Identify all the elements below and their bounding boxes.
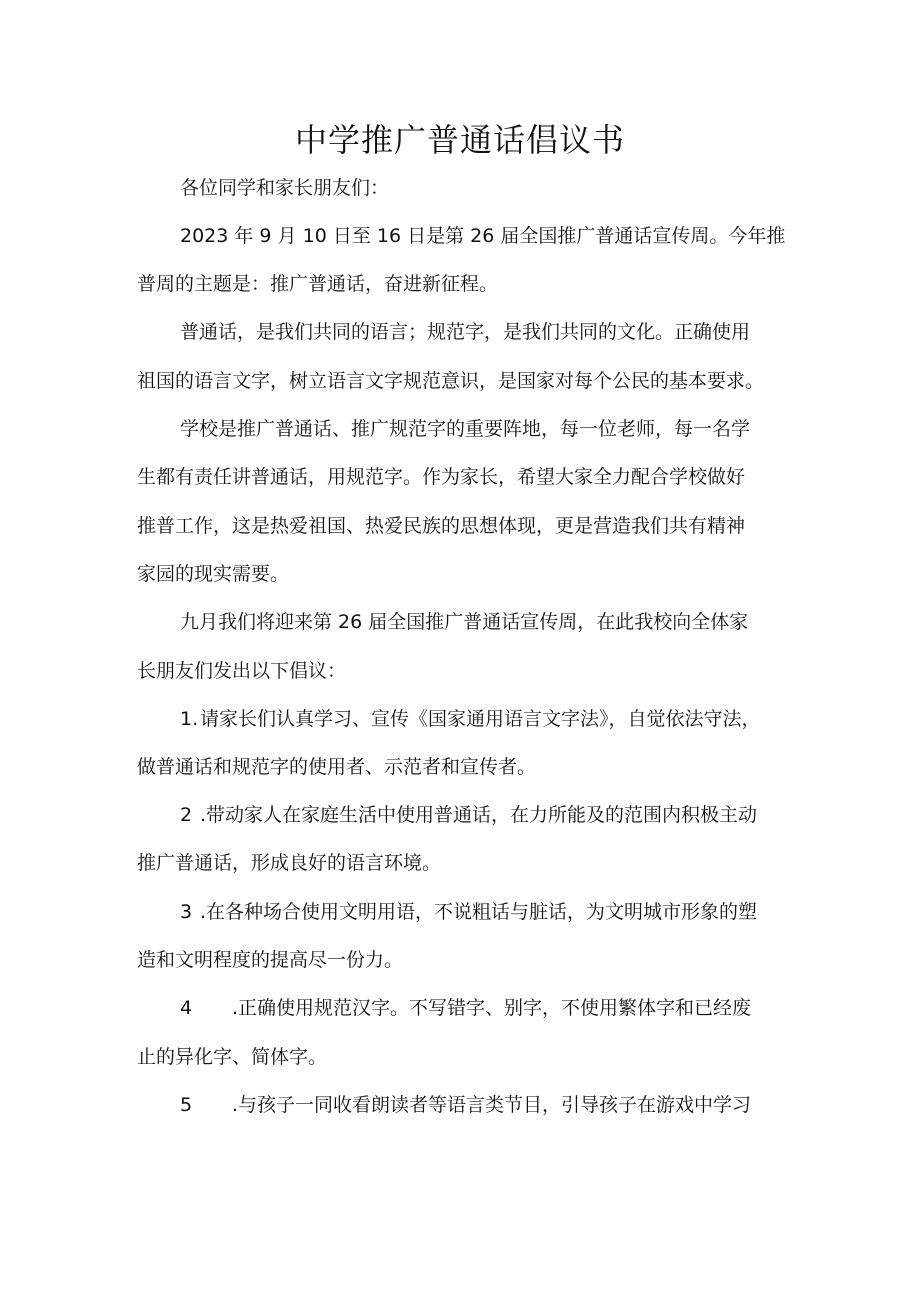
para1-line1: 2023 年 9 月 10 日至 16 日是第 26 届全国推广普通话宣传周。今年推 — [180, 225, 786, 247]
item-1-number: 1. — [180, 708, 199, 730]
item-4-number: 4 — [180, 997, 193, 1019]
para1-line2: 普周的主题是：推广普通话，奋进新征程。 — [137, 273, 499, 295]
item-3-line2: 造和文明程度的提高尽一份力。 — [137, 949, 404, 971]
item-2-line1: .带动家人在家庭生活中使用普通话，在力所能及的范围内积极主动 — [200, 804, 758, 826]
item-2-number: 2 — [180, 804, 193, 826]
item-1-line2: 做普通话和规范字的使用者、示范者和宣传者。 — [137, 756, 537, 778]
para3-line3: 推普工作，这是热爱祖国、热爱民族的思想体现，更是营造我们共有精神 — [137, 515, 746, 537]
item-4-line1: .正确使用规范汉字。不写错字、别字，不使用繁体字和已经废 — [232, 997, 752, 1019]
para3-line4: 家园的现实需要。 — [137, 563, 290, 585]
item-2-line2: 推广普通话，形成良好的语言环境。 — [137, 852, 442, 874]
item-4-line2: 止的异化字、简体字。 — [137, 1046, 328, 1068]
item-5-number: 5 — [180, 1094, 193, 1116]
para3-line2: 生都有责任讲普通话，用规范字。作为家长，希望大家全力配合学校做好 — [137, 466, 746, 488]
salutation: 各位同学和家长朋友们： — [180, 177, 390, 199]
para2-line1: 普通话，是我们共同的语言；规范字，是我们共同的文化。正确使用 — [180, 321, 751, 343]
para3-line1: 学校是推广普通话、推广规范字的重要阵地，每一位老师，每一名学 — [180, 418, 751, 440]
para4-line2: 长朋友们发出以下倡议： — [137, 660, 347, 682]
document-title: 中学推广普通话倡议书 — [294, 121, 625, 159]
item-3-number: 3 — [180, 901, 193, 923]
item-3-line1: .在各种场合使用文明用语，不说粗话与脏话，为文明城市形象的塑 — [200, 901, 758, 923]
para4-line1: 九月我们将迎来第 26 届全国推广普通话宣传周，在此我校向全体家 — [180, 611, 749, 633]
para2-line2: 祖国的语言文字，树立语言文字规范意识，是国家对每个公民的基本要求。 — [137, 370, 765, 392]
item-5-line1: .与孩子一同收看朗读者等语言类节目，引导孩子在游戏中学习 — [232, 1094, 752, 1116]
item-1-line1: 请家长们认真学习、宣传《国家通用语言文字法》，自觉依法守法， — [200, 708, 761, 730]
